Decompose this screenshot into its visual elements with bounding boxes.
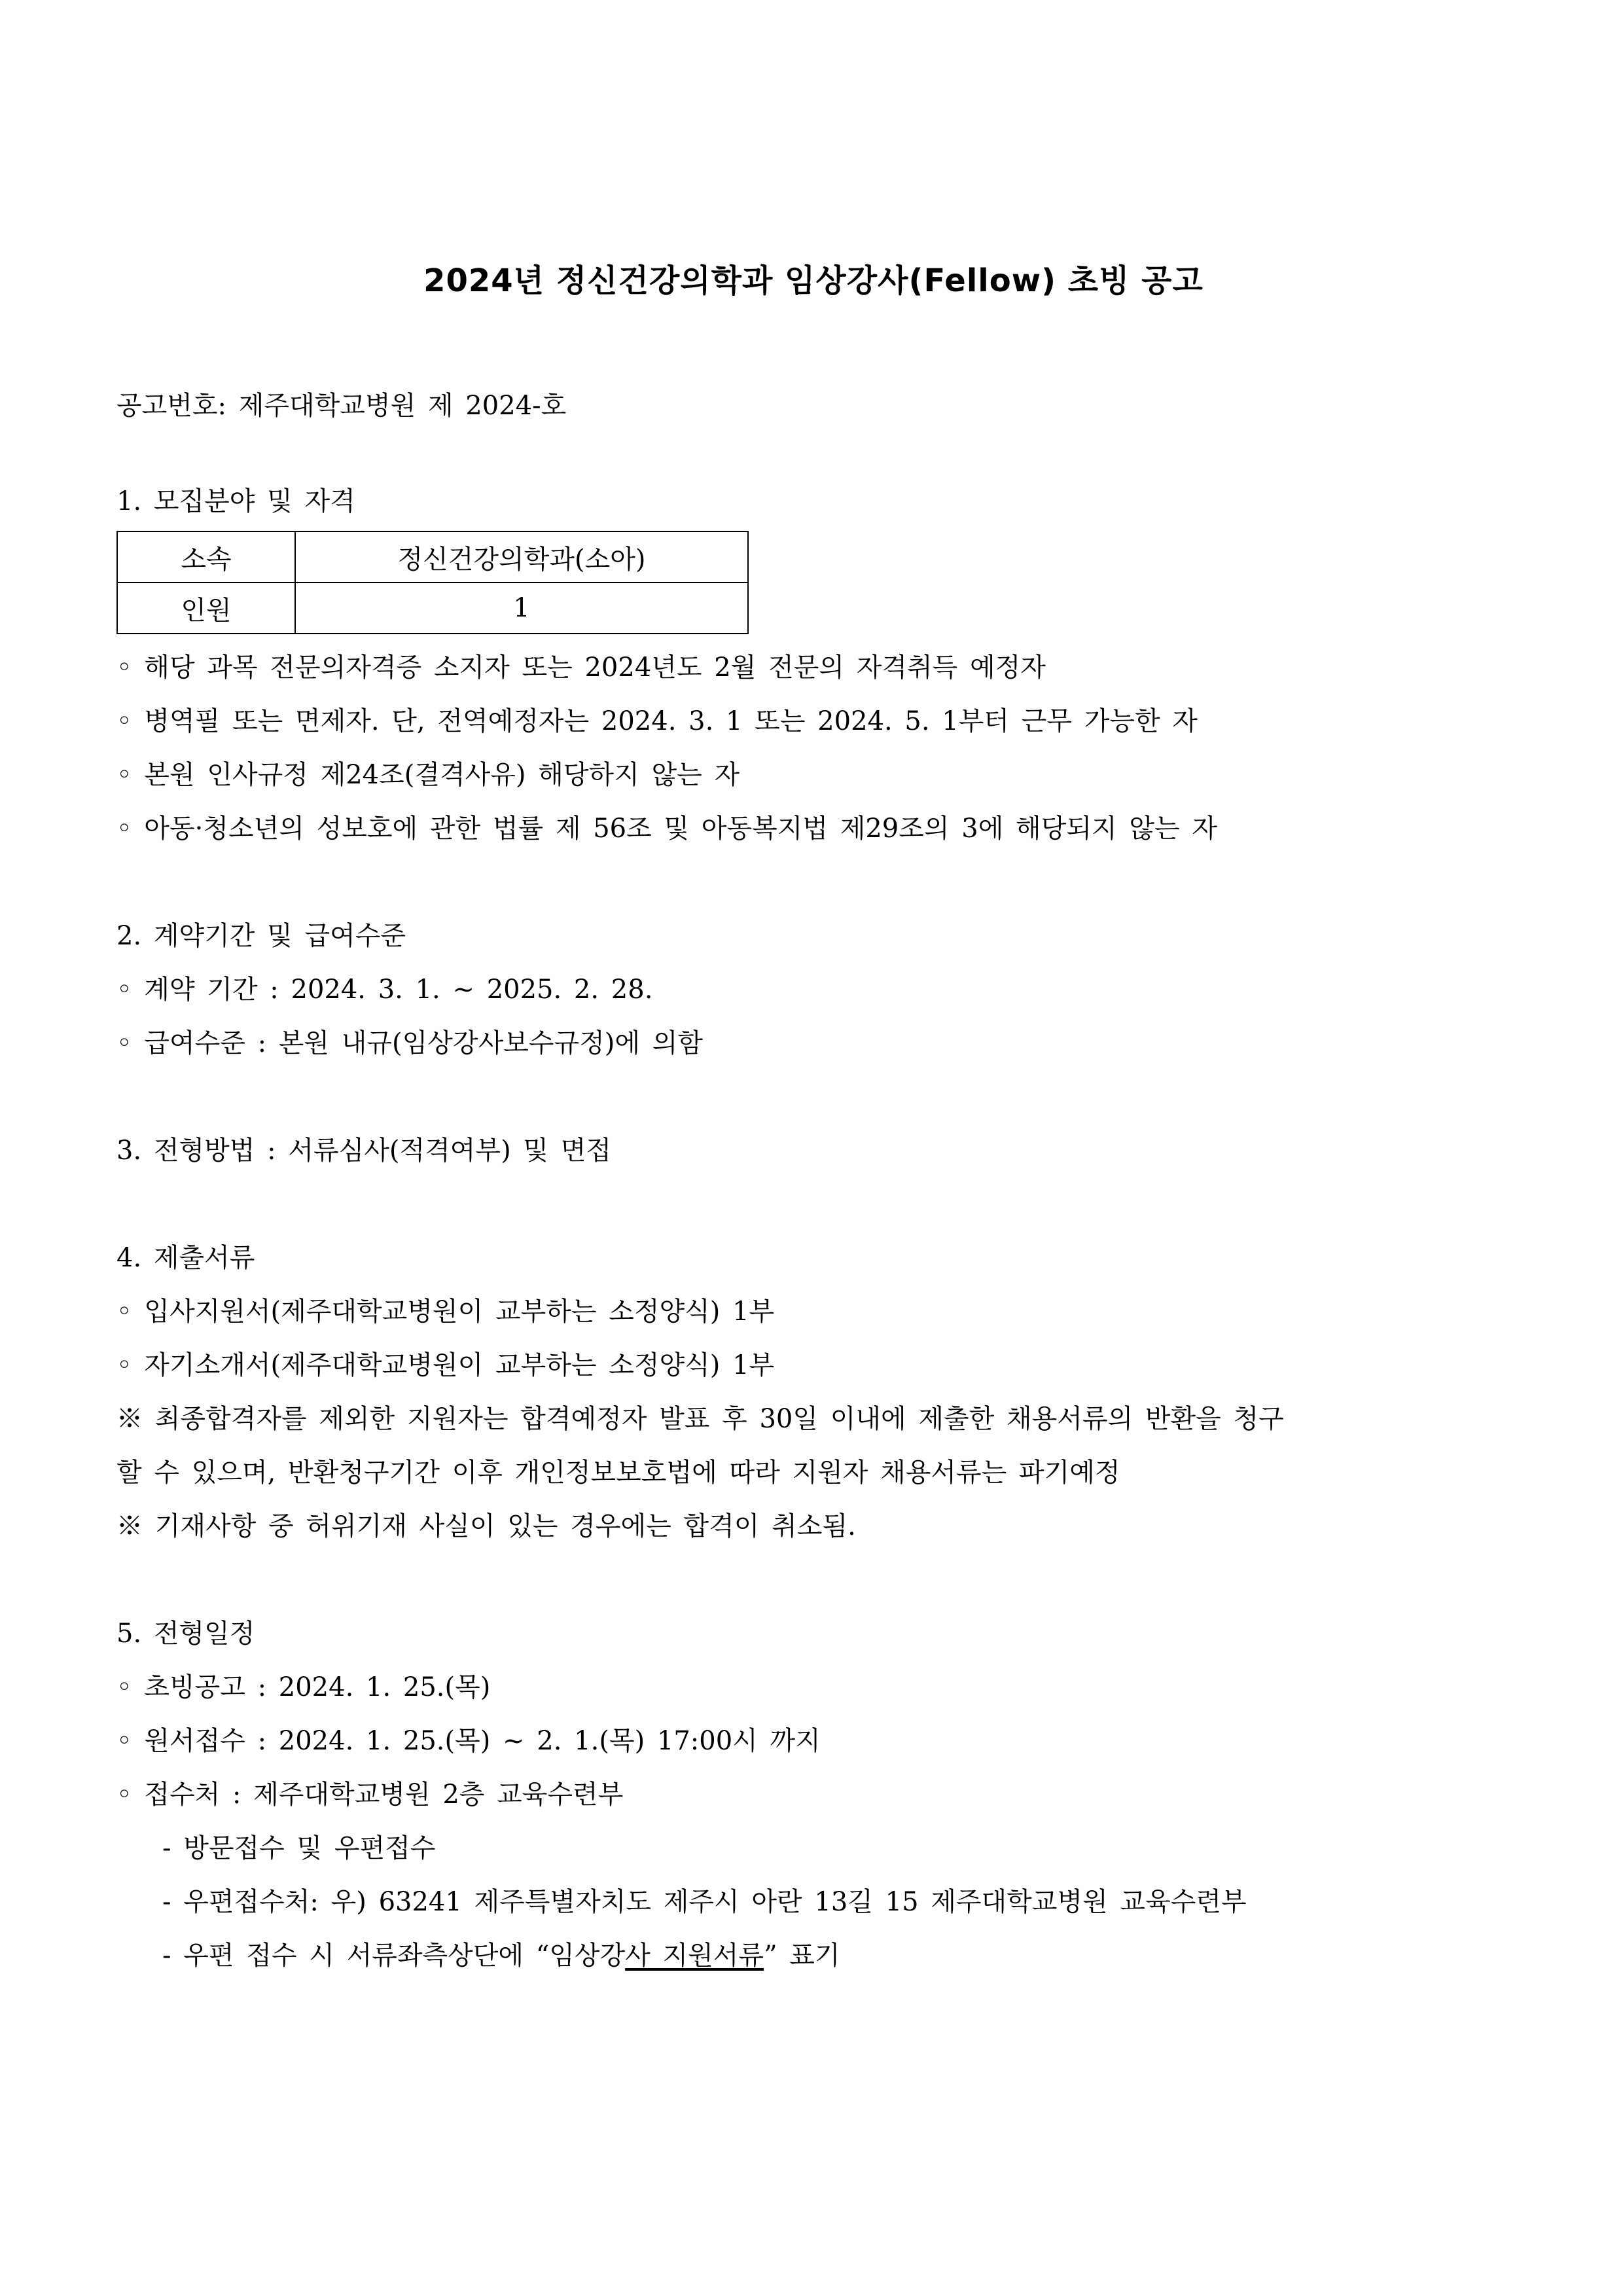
sub-item: - 우편접수처: 우) 63241 제주특별자치도 제주시 아란 13길 15 제주대학교병원 교육수련부 xyxy=(162,1887,1247,1917)
list-item: ◦ 본원 인사규정 제24조(결격사유) 해당하지 않는 자 xyxy=(116,760,740,790)
note-return-documents-cont: 할 수 있으며, 반환청구기간 이후 개인정보보호법에 따라 지원자 채용서류는 파기예정 xyxy=(116,1458,1120,1488)
sub-item: - 방문접수 및 우편접수 xyxy=(162,1833,436,1863)
note-false-statement: ※ 기재사항 중 허위기재 사실이 있는 경우에는 합격이 취소됨. xyxy=(116,1511,856,1541)
list-item: ◦ 아동·청소년의 성보호에 관한 법률 제 56조 및 아동복지법 제29조의 3에 해당되지 않는 자 xyxy=(116,814,1217,844)
table-row xyxy=(117,531,748,583)
document-page xyxy=(116,255,1510,1982)
table-row xyxy=(117,583,748,634)
list-item: ◦ 급여수준 : 본원 내규(임상강사보수규정)에 의함 xyxy=(116,1028,704,1058)
list-item: ◦ 계약 기간 : 2024. 3. 1. ~ 2025. 2. 28. xyxy=(116,975,653,1005)
section-heading-schedule: 5. 전형일정 xyxy=(116,1619,255,1649)
list-item: ◦ 초빙공고 : 2024. 1. 25.(목) xyxy=(116,1672,491,1702)
list-item: ◦ 해당 과목 전문의자격증 소지자 또는 2024년도 2월 전문의 자격취득 예정자 xyxy=(116,653,1046,683)
marking-suffix: ” 표기 xyxy=(764,1941,840,1971)
section-heading-selection: 3. 전형방법 : 서류심사(적격여부) 및 면접 xyxy=(116,1136,612,1166)
section-heading-contract: 2. 계약기간 및 급여수준 xyxy=(116,921,406,951)
list-item: ◦ 입사지원서(제주대학교병원이 교부하는 소정양식) 1부 xyxy=(116,1297,775,1327)
page-title: 2024년 정신건강의학과 임상강사(Fellow) 초빙 공고 xyxy=(423,262,1204,299)
table-cell-value: 1 xyxy=(295,583,748,634)
section-heading-documents: 4. 제출서류 xyxy=(116,1243,255,1273)
section-heading-recruitment: 1. 모집분야 및 자격 xyxy=(116,486,355,516)
sub-item-marking xyxy=(116,1929,1510,1982)
table-cell-label: 인원 xyxy=(117,583,295,634)
notice-number: 공고번호: 제주대학교병원 제 2024-호 xyxy=(116,391,567,421)
list-item: ◦ 접수처 : 제주대학교병원 2층 교육수련부 xyxy=(116,1780,624,1810)
recruitment-table xyxy=(116,531,749,634)
marking-underlined: 사 지원서류 xyxy=(625,1941,764,1971)
list-item: ◦ 병역필 또는 면제자. 단, 전역예정자는 2024. 3. 1 또는 2024. 5. 1부터 근무 가능한 자 xyxy=(116,706,1198,736)
marking-prefix: - 우편 접수 시 서류좌측상단에 “임상강 xyxy=(162,1941,626,1971)
list-item: ◦ 원서접수 : 2024. 1. 25.(목) ~ 2. 1.(목) 17:00시 까지 xyxy=(116,1726,821,1756)
list-item: ◦ 자기소개서(제주대학교병원이 교부하는 소정양식) 1부 xyxy=(116,1350,775,1380)
table-cell-label: 소속 xyxy=(117,531,295,583)
table-cell-value: 정신건강의학과(소아) xyxy=(295,531,748,583)
note-return-documents: ※ 최종합격자를 제외한 지원자는 합격예정자 발표 후 30일 이내에 제출한 채용서류의 반환을 청구 xyxy=(116,1404,1284,1434)
